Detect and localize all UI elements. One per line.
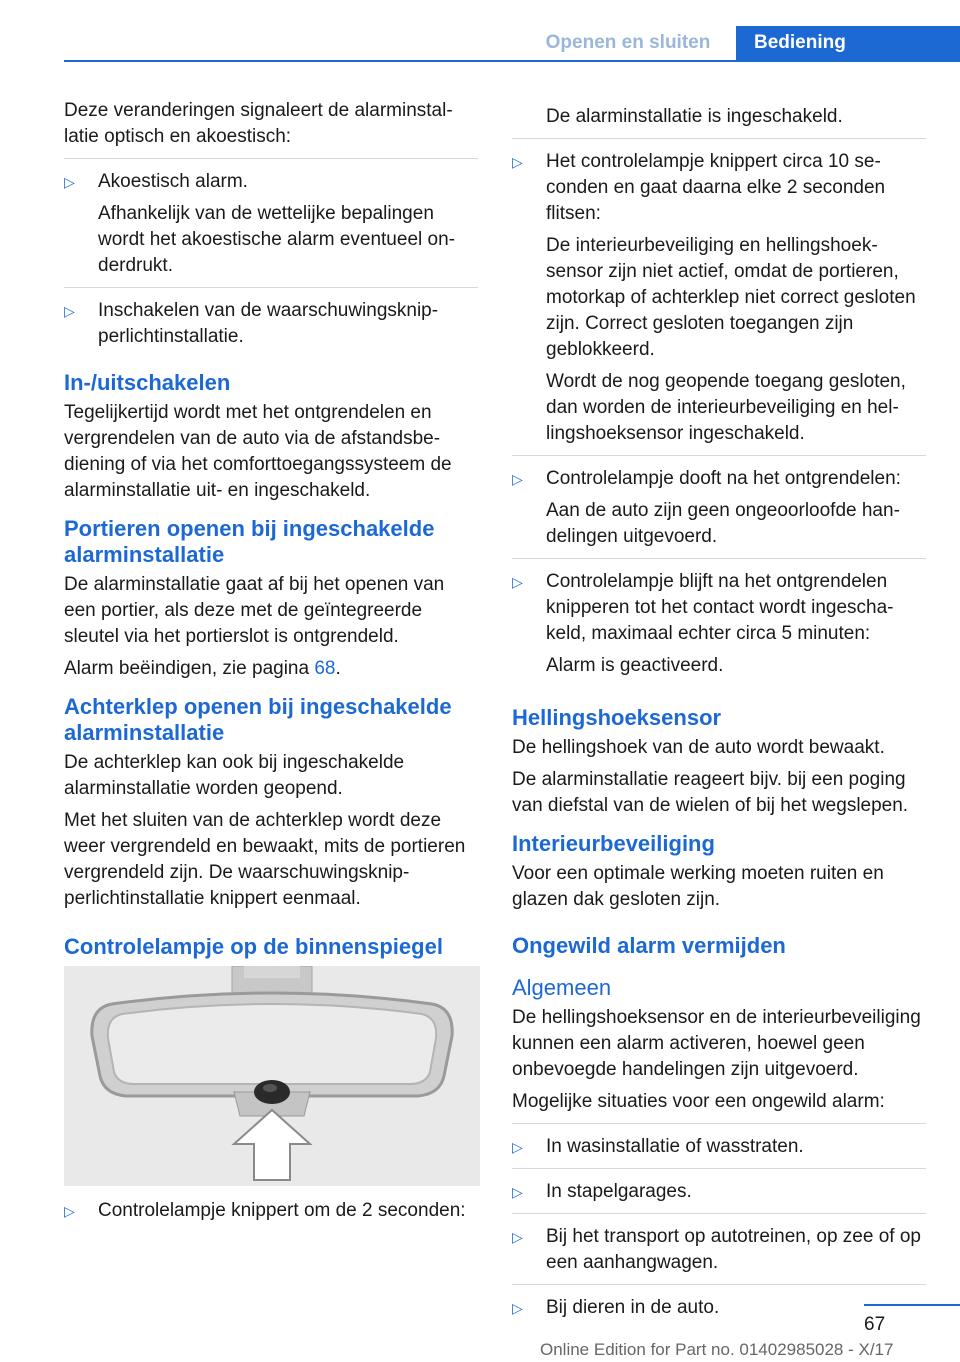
paragraph: De hellingshoeksensor en de interieurbeveiliging kunnen een alarm activeren, hoewel geen onbevoegde handelingen zijn uitgevoerd.: [512, 1007, 921, 1080]
heading-portieren: Portieren openen bij ingeschakelde alarminstallatie: [64, 516, 435, 567]
heading-algemeen: Algemeen: [512, 975, 612, 1000]
heading-ongewild-alarm: Ongewild alarm vermijden: [512, 933, 786, 958]
right-column: [512, 104, 926, 1327]
heading-achterklep: Achterklep openen bij ingeschakelde alarminstallatie: [64, 694, 452, 745]
header-tab-chapter: Bediening: [736, 26, 960, 62]
edition-footer: Online Edition for Part no. 01402985028 - X/17: [540, 1340, 894, 1359]
paragraph: Met het sluiten van de achterklep wordt deze weer vergrendeld en bewaakt, mits de portieren vergrendeld zijn. De waarschuwingsknipperlichtinstallatie knippert eenmaal.: [64, 810, 466, 909]
intro-text: Deze veranderingen signaleert de alarminstallatie optisch en akoestisch:: [64, 100, 453, 147]
paragraph: Mogelijke situaties voor een ongewild alarm:: [512, 1091, 885, 1112]
heading-controlelampje: Controlelampje op de binnenspiegel: [64, 934, 443, 959]
list-item: ▷ Controlelampje dooft na het ontgrendelen:: [512, 466, 926, 492]
list-item-detail: De interieurbeveiliging en hellingshoeksensor zijn niet actief, omdat de portieren, motorkap of achterklep niet correct gesloten zijn. Correct gesloten toegangen zijn geblokkeerd.: [546, 235, 916, 360]
heading-hellingshoeksensor: Hellingshoeksensor: [512, 705, 722, 730]
alarm-ref-text: Alarm beëindigen, zie pagina: [64, 658, 315, 679]
alarm-ref-end: .: [335, 658, 341, 679]
paragraph-alarm-ref: [64, 656, 478, 682]
list-item: ▷ Bij het transport op autotreinen, op zee of op een aanhangwagen.: [512, 1224, 926, 1276]
divider: [512, 558, 926, 559]
divider: [512, 1213, 926, 1214]
list-item-detail: De alarminstallatie is ingeschakeld.: [546, 106, 843, 127]
divider: [512, 1123, 926, 1124]
page-number: 67: [864, 1314, 886, 1335]
divider: [64, 287, 478, 288]
list-item: ▷ Akoestisch alarm.: [64, 169, 478, 195]
paragraph: De alarminstallatie reageert bijv. bij een poging van diefstal van de wielen of bij het wegslepen.: [512, 769, 909, 816]
divider: [512, 455, 926, 456]
paragraph: De achterklep kan ook bij ingeschakelde alarminstallatie worden geopend.: [64, 752, 405, 799]
header-rule: [64, 60, 960, 62]
list-item-detail: Aan de auto zijn geen ongeoorloofde handelingen uitgevoerd.: [546, 500, 900, 547]
mirror-image: [64, 966, 480, 1186]
list-item-detail: Afhankelijk van de wettelijke bepalingen wordt het akoestische alarm eventueel onderdrukt.: [98, 203, 455, 276]
list-item: ▷ Controlelampje knippert om de 2 seconden:: [64, 1198, 478, 1224]
list-item: ▷ Bij dieren in de auto.: [512, 1295, 926, 1321]
divider: [512, 138, 926, 139]
list-item: ▷ Het controlelampje knippert circa 10 seconden en gaat daarna elke 2 seconden flitsen:: [512, 149, 926, 227]
heading-in-uitschakelen: In-/uitschakelen: [64, 370, 231, 395]
left-column: [64, 98, 478, 1230]
paragraph: Voor een optimale werking moeten ruiten en glazen dak gesloten zijn.: [512, 863, 884, 910]
divider: [64, 158, 478, 159]
mirror-illustration: [64, 966, 480, 1186]
list-item: ▷ In wasinstallatie of wasstraten.: [512, 1134, 926, 1160]
paragraph: De hellingshoek van de auto wordt bewaakt.: [512, 737, 885, 758]
divider: [512, 1284, 926, 1285]
footer-rule: [864, 1304, 960, 1306]
divider: [512, 1168, 926, 1169]
list-item-detail: Alarm is geactiveerd.: [546, 655, 724, 676]
paragraph: Tegelijkertijd wordt met het ontgrendelen en vergrendelen van de auto via de afstandsbediening of via het comforttoegangssysteem de alarminstallatie uit- en ingeschakeld.: [64, 402, 452, 501]
header-tab-section: Openen en sluiten: [545, 32, 711, 53]
heading-interieurbeveiliging: Interieurbeveiliging: [512, 831, 715, 856]
list-item: ▷ Controlelampje blijft na het ontgrendelen knipperen tot het contact wordt ingeschakeld, maximaal echter circa 5 minuten:: [512, 569, 926, 647]
list-item: ▷ In stapelgarages.: [512, 1179, 926, 1205]
list-item-detail: Wordt de nog geopende toegang gesloten, dan worden de interieurbeveiliging en hellingshoeksensor ingeschakeld.: [546, 371, 906, 444]
list-item: ▷ Inschakelen van de waarschuwingsknipperlichtinstallatie.: [64, 298, 478, 350]
page-link[interactable]: 68: [314, 658, 336, 679]
paragraph: De alarminstallatie gaat af bij het openen van een portier, als deze met de geïntegreerde sleutel via het portierslot is ontgrendeld.: [64, 574, 445, 647]
